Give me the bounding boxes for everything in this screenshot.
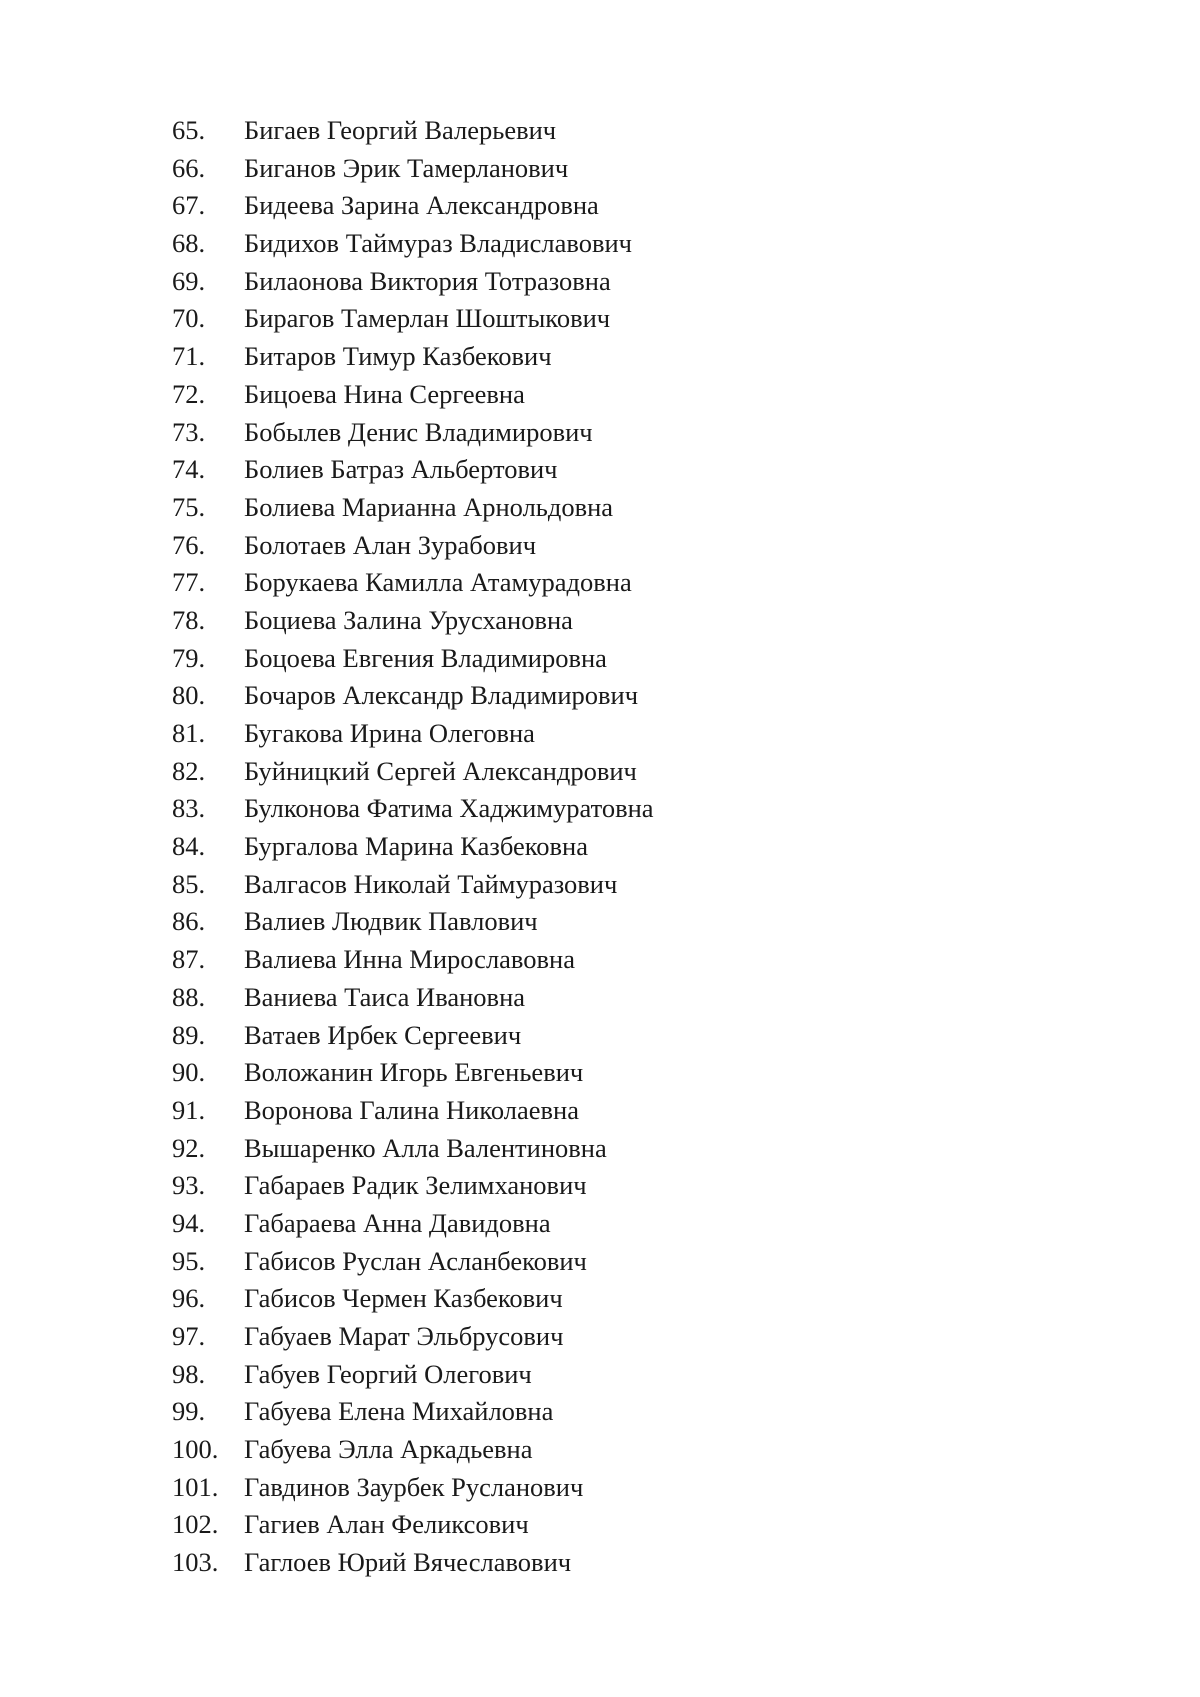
list-item-name: Бугакова Ирина Олеговна <box>244 718 535 748</box>
list-item-number: 76. <box>172 529 206 560</box>
list-item-number: 96. <box>172 1283 206 1314</box>
list-item-name: Валгасов Николай Таймуразович <box>244 868 618 899</box>
list-item <box>172 941 654 979</box>
list-item-name: Гаглоев Юрий Вячеславович <box>244 1547 572 1578</box>
list-item-number: 99. <box>172 1396 206 1427</box>
list-item-number: 87. <box>172 944 206 975</box>
list-item-name: Булконова Фатима Хаджимуратовна <box>244 793 654 824</box>
list-item <box>172 1431 654 1469</box>
list-item <box>172 677 654 715</box>
list-item-number: 83. <box>172 793 206 824</box>
list-item-name: Бочаров Александр Владимирович <box>244 680 639 711</box>
list-item <box>172 527 654 565</box>
list-item-number: 75. <box>172 491 206 522</box>
list-item <box>172 790 654 828</box>
list-item <box>172 451 654 489</box>
list-item-number: 84. <box>172 831 206 862</box>
list-item-name: Ватаев Ирбек Сергеевич <box>244 1019 522 1050</box>
list-item-name: Гагиев Алан Феликсович <box>244 1509 529 1540</box>
list-item <box>172 1243 654 1281</box>
list-item <box>172 225 654 263</box>
list-item-number: 89. <box>172 1019 206 1050</box>
list-item <box>172 376 654 414</box>
list-item-name: Бицоева Нина Сергеевна <box>244 378 525 409</box>
list-item-name: Гавдинов Заурбек Русланович <box>244 1471 584 1502</box>
list-item-name: Валиев Людвик Павлович <box>244 906 538 937</box>
list-item-number: 74. <box>172 454 206 485</box>
list-item-number: 93. <box>172 1170 206 1201</box>
list-item-number: 79. <box>172 642 206 673</box>
list-item-name: Габуаев Марат Эльбрусович <box>244 1321 564 1351</box>
list-item-name: Бирагов Тамерлан Шоштыкович <box>244 303 611 334</box>
list-item-name: Бургалова Марина Казбековна <box>244 831 588 862</box>
list-item-number: 82. <box>172 755 206 786</box>
list-item <box>172 338 654 376</box>
list-item-number: 102. <box>172 1509 219 1540</box>
list-item <box>172 828 654 866</box>
list-item-number: 77. <box>172 567 206 598</box>
list-item <box>172 1054 654 1092</box>
list-item-name: Болотаев Алан Зурабович <box>244 529 537 560</box>
list-item-number: 92. <box>172 1132 206 1163</box>
list-item <box>172 263 654 301</box>
list-item <box>172 1130 654 1168</box>
list-item-name: Билаонова Виктория Тотразовна <box>244 265 611 296</box>
list-item <box>172 1017 654 1055</box>
list-item-name: Вышаренко Алла Валентиновна <box>244 1132 607 1163</box>
list-item-number: 101. <box>172 1471 219 1502</box>
list-item <box>172 187 654 225</box>
list-item-number: 98. <box>172 1358 206 1389</box>
list-item-number: 69. <box>172 265 206 296</box>
list-item-name: Бидеева Зарина Александровна <box>244 190 599 221</box>
list-item-number: 80. <box>172 680 206 711</box>
list-item-number: 91. <box>172 1094 206 1125</box>
list-item-number: 65. <box>172 115 206 145</box>
list-item <box>172 564 654 602</box>
list-item <box>172 1544 654 1582</box>
list-item-number: 72. <box>172 378 206 409</box>
list-item-number: 94. <box>172 1207 206 1238</box>
list-item <box>172 753 654 791</box>
list-item <box>172 1393 654 1431</box>
list-item-number: 95. <box>172 1245 206 1276</box>
list-item-number: 71. <box>172 341 206 372</box>
list-item-name: Габуева Елена Михайловна <box>244 1396 554 1427</box>
list-item <box>172 1205 654 1243</box>
list-item-name: Габисов Чермен Казбекович <box>244 1283 563 1314</box>
list-item-number: 86. <box>172 906 206 937</box>
list-item <box>172 602 654 640</box>
list-item-number: 66. <box>172 152 206 183</box>
list-item <box>172 414 654 452</box>
list-item-number: 81. <box>172 718 206 748</box>
list-item <box>172 1506 654 1544</box>
list-item-number: 100. <box>172 1434 219 1465</box>
list-item-name: Воложанин Игорь Евгеньевич <box>244 1057 584 1088</box>
list-item <box>172 1356 654 1394</box>
list-item-name: Бидихов Таймураз Владиславович <box>244 228 632 259</box>
list-item-name: Буйницкий Сергей Александрович <box>244 755 637 786</box>
list-item <box>172 1280 654 1318</box>
list-item-number: 73. <box>172 416 206 447</box>
list-item-name: Боцоева Евгения Владимировна <box>244 642 607 673</box>
list-item-name: Габуева Элла Аркадьевна <box>244 1434 533 1465</box>
list-item <box>172 489 654 527</box>
list-item-name: Борукаева Камилла Атамурадовна <box>244 567 632 598</box>
list-item-name: Воронова Галина Николаевна <box>244 1094 579 1125</box>
list-item <box>172 979 654 1017</box>
list-item-name: Габараев Радик Зелимханович <box>244 1170 587 1201</box>
list-item-number: 67. <box>172 190 206 221</box>
list-item <box>172 903 654 941</box>
list-item-name: Болиева Марианна Арнольдовна <box>244 491 614 522</box>
list-item-name: Боциева Залина Урусхановна <box>244 604 573 635</box>
list-item <box>172 1167 654 1205</box>
name-list <box>172 112 654 1582</box>
list-item-number: 68. <box>172 228 206 259</box>
list-item-number: 88. <box>172 981 206 1012</box>
list-item <box>172 150 654 188</box>
list-item <box>172 112 654 150</box>
list-item-name: Бобылев Денис Владимирович <box>244 416 593 447</box>
list-item-number: 90. <box>172 1057 206 1088</box>
list-item-name: Габараева Анна Давидовна <box>244 1207 551 1238</box>
list-item-name: Бигаев Георгий Валерьевич <box>244 115 557 145</box>
list-item-name: Габисов Руслан Асланбекович <box>244 1245 587 1276</box>
list-item-name: Биганов Эрик Тамерланович <box>244 152 569 183</box>
list-item <box>172 1092 654 1130</box>
list-item <box>172 715 654 753</box>
list-item-number: 97. <box>172 1321 206 1351</box>
list-item-name: Ваниева Таиса Ивановна <box>244 981 526 1012</box>
list-item <box>172 1469 654 1507</box>
list-item-name: Валиева Инна Мирославовна <box>244 944 575 975</box>
list-item <box>172 640 654 678</box>
list-item-number: 70. <box>172 303 206 334</box>
list-item-name: Битаров Тимур Казбекович <box>244 341 552 372</box>
list-item-number: 78. <box>172 604 206 635</box>
list-item-name: Габуев Георгий Олегович <box>244 1358 532 1389</box>
list-item <box>172 1318 654 1356</box>
list-item-number: 103. <box>172 1547 219 1578</box>
list-item-name: Болиев Батраз Альбертович <box>244 454 558 485</box>
list-item <box>172 300 654 338</box>
list-item <box>172 866 654 904</box>
list-item-number: 85. <box>172 868 206 899</box>
